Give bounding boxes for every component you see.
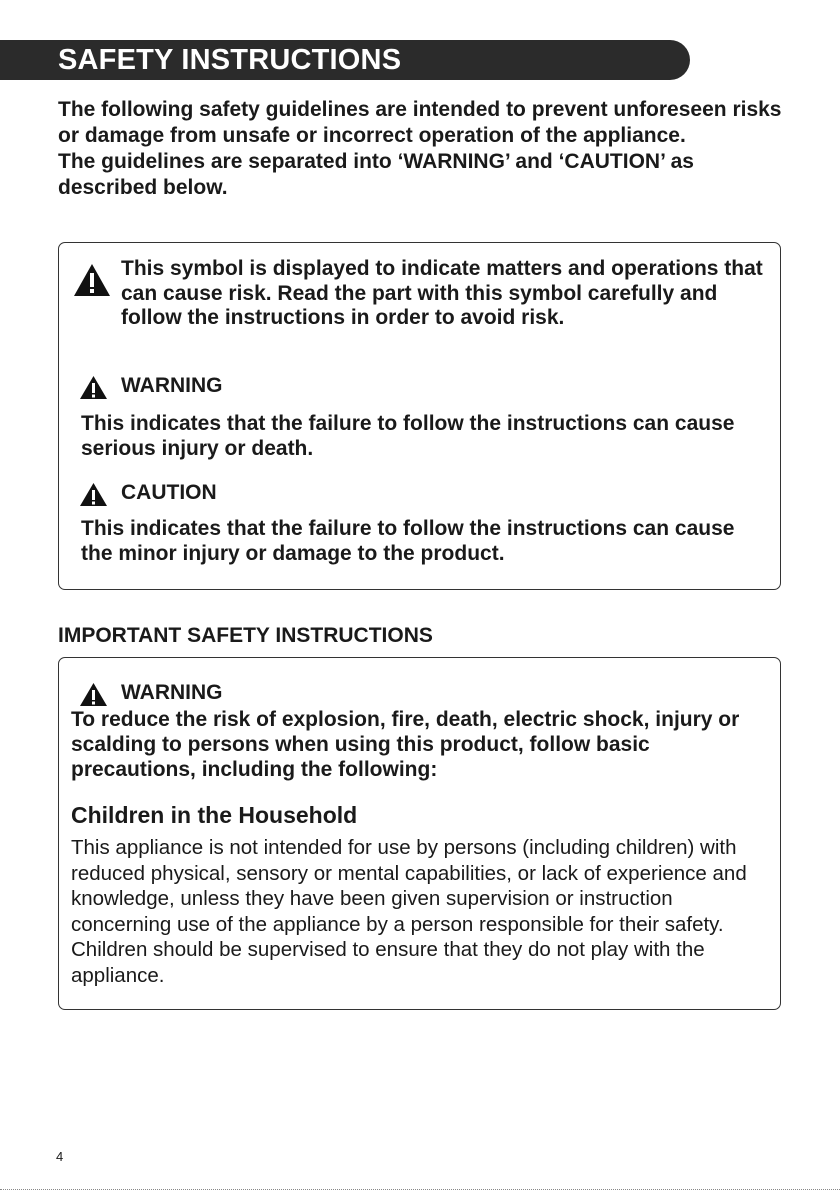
caution-label: CAUTION [121,481,217,504]
section-header-bar [0,40,690,80]
warning-description: This indicates that the failure to follow the instructions can cause serious injury or death. [81,412,735,460]
children-household-text: This appliance is not intended for use by persons (including children) with reduced physical, sensory or mental capabilities, or lack of experience and knowledge, unless they have been given supervision or instruction concerning use of the appliance by a person responsible for their safety. Children should be supervised to ensure that they do not play with the appliance. [71,836,747,987]
page-number: 4 [56,1149,64,1164]
children-household-heading: Children in the Household [71,802,358,828]
important-safety-box [58,657,781,1010]
warning-triangle-icon [79,482,108,507]
caution-description: This indicates that the failure to follow the instructions can cause the minor injury or damage to the product. [81,517,735,565]
intro-text [58,97,798,201]
warning-label: WARNING [121,681,223,704]
intro-paragraph-2: The guidelines are separated into ‘WARNING’ and ‘CAUTION’ as described below. [58,150,694,199]
warning-triangle-icon [79,682,108,707]
precautions-text: To reduce the risk of explosion, fire, death, electric shock, injury or scalding to persons when using this product, follow basic precautions, including the following: [71,708,740,781]
symbols-legend-box [58,242,781,590]
warning-label: WARNING [121,374,223,397]
important-safety-heading: IMPORTANT SAFETY INSTRUCTIONS [58,624,433,647]
warning-triangle-icon [79,375,108,400]
symbol-description: This symbol is displayed to indicate matters and operations that can cause risk. Read the part with this symbol carefully and follow the instructions in order to avoid risk. [121,257,763,329]
page-title: SAFETY INSTRUCTIONS [58,44,402,76]
warning-triangle-icon [73,263,111,297]
intro-paragraph-1: The following safety guidelines are intended to prevent unforeseen risks or damage from unsafe or incorrect operation of the appliance. [58,98,782,147]
bottom-divider [0,1189,840,1191]
